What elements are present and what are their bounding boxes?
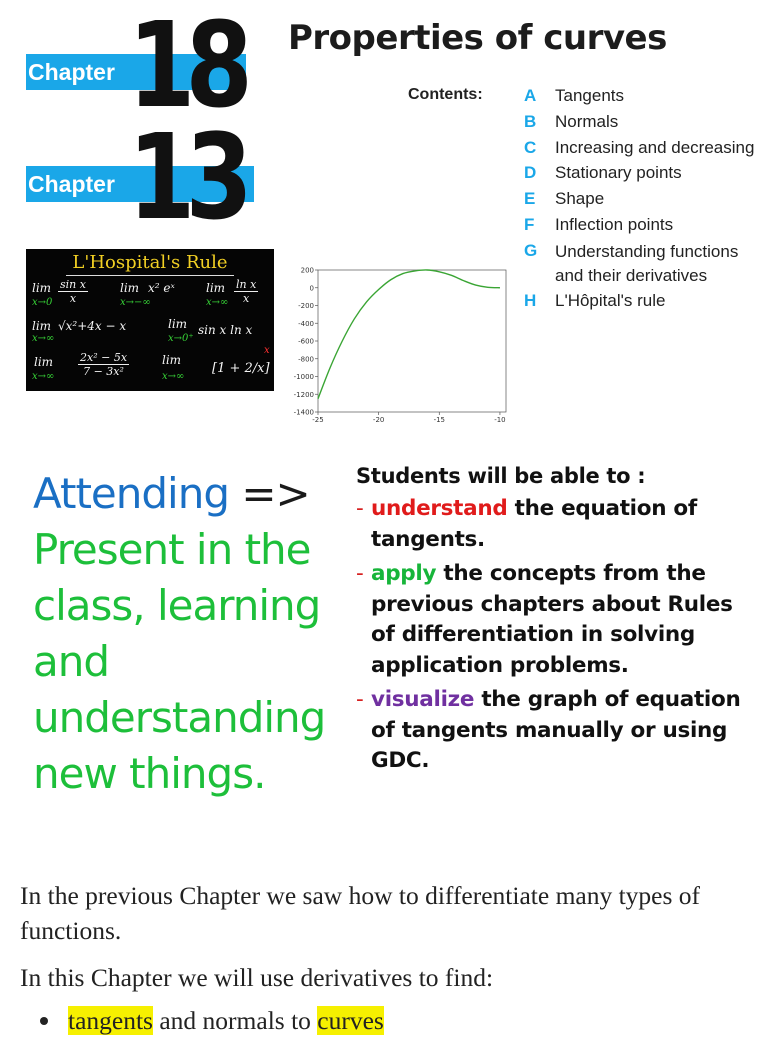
lim-label: lim xyxy=(32,281,52,295)
limit-subscript: x→0 xyxy=(32,297,53,308)
y-tick-label: -1200 xyxy=(293,390,314,399)
x-tick-label: -15 xyxy=(433,416,446,424)
contents-letter: F xyxy=(524,214,535,234)
contents-letter: D xyxy=(524,163,537,183)
contents-item xyxy=(524,291,764,317)
contents-item xyxy=(524,112,764,138)
contents-text: Stationary points xyxy=(555,163,682,183)
denominator: x xyxy=(69,292,77,305)
objective-keyword: visualize xyxy=(371,687,475,712)
curve-line xyxy=(318,270,500,399)
title-underline xyxy=(66,275,234,276)
limit-subscript: x→∞ xyxy=(32,371,55,382)
chapter-number-2: 13 xyxy=(128,108,243,246)
objective-item xyxy=(356,494,756,555)
contents-text: Increasing and decreasing xyxy=(555,137,755,157)
limit-subscript: x→0⁺ xyxy=(168,333,194,344)
highlighted-word: curves xyxy=(317,1006,384,1035)
fraction xyxy=(58,278,88,305)
limit-subscript: x→−∞ xyxy=(120,297,151,308)
lim-label: lim xyxy=(32,319,52,333)
plot-frame xyxy=(318,270,506,412)
objective-item xyxy=(356,685,756,777)
numerator: sin x xyxy=(60,278,86,291)
y-tick-label: -600 xyxy=(298,337,314,346)
lim-label: lim xyxy=(206,281,226,295)
lim-label: lim xyxy=(34,355,54,369)
contents-letter: A xyxy=(524,86,537,105)
contents-item xyxy=(524,215,764,241)
y-tick-label: 0 xyxy=(309,284,314,293)
contents-item xyxy=(524,86,764,112)
chapter-label-1: Chapter xyxy=(28,59,115,85)
y-tick-label: -1400 xyxy=(293,408,314,417)
x-tick-label: -25 xyxy=(312,416,324,424)
dash-bullet: - xyxy=(356,561,364,586)
contents-letter: G xyxy=(524,240,538,260)
lhospital-rule-image xyxy=(26,249,274,391)
objective-text: the concepts from the previous chapters about Rules of differentiation in solving application problems. xyxy=(371,561,733,678)
contents-text: Normals xyxy=(555,111,619,131)
attending-arrow: => xyxy=(241,469,310,518)
contents-item xyxy=(524,138,764,164)
objectives-heading: Students will be able to : xyxy=(356,464,646,488)
contents-letter: H xyxy=(524,290,537,310)
lim-label: lim xyxy=(162,353,182,367)
expression: x² eˣ xyxy=(148,281,175,295)
contents-text: Inflection points xyxy=(555,214,674,234)
curve-plot xyxy=(286,262,510,426)
expression: [1 + 2/x] xyxy=(212,361,270,376)
expression: sin x ln x xyxy=(198,323,253,337)
lim-label: lim xyxy=(168,317,188,331)
objective-item xyxy=(356,559,756,681)
denominator: 7 − 3x² xyxy=(83,365,124,378)
lim-label: lim xyxy=(120,281,140,295)
chapter-number-1: 18 xyxy=(128,0,243,134)
curve-plot-svg xyxy=(286,262,510,426)
bullet-text: and normals to xyxy=(152,1006,318,1035)
contents-text: Understanding functions and their derivatives xyxy=(555,241,739,285)
attending-block xyxy=(33,466,343,802)
contents-letter: B xyxy=(524,111,537,131)
denominator: x xyxy=(243,292,250,305)
fraction xyxy=(78,351,129,378)
objective-text: the graph of equation of tangents manually or using GDC. xyxy=(371,687,741,773)
highlighted-word: tangents xyxy=(68,1006,153,1035)
expression: √x²+4x − x xyxy=(58,319,127,333)
numerator: 2x² − 5x xyxy=(80,351,128,364)
lhospital-title: L'Hospital's Rule xyxy=(72,252,228,273)
contents-label: Contents: xyxy=(408,86,483,103)
objective-keyword: apply xyxy=(371,561,437,586)
objective-text: the equation of tangents. xyxy=(371,496,697,552)
y-tick-label: -400 xyxy=(298,319,314,328)
contents-letter: E xyxy=(524,189,536,209)
contents-letter: C xyxy=(524,137,537,157)
page-title: Properties of curves xyxy=(288,18,667,58)
chapter-paragraph: In this Chapter we will use derivatives to find: xyxy=(20,963,494,992)
contents-list xyxy=(524,86,764,317)
bullet-item xyxy=(20,1003,750,1038)
attending-word: Attending xyxy=(33,469,229,518)
y-tick-label: -1000 xyxy=(293,373,314,381)
contents-item xyxy=(524,189,764,215)
limit-subscript: x→∞ xyxy=(162,371,185,382)
contents-text: L'Hôpital's rule xyxy=(555,290,666,310)
contents-text: Shape xyxy=(555,189,605,209)
dash-bullet: - xyxy=(356,496,364,521)
fraction xyxy=(234,278,258,305)
numerator: ln x xyxy=(236,278,257,291)
x-tick-label: -10 xyxy=(494,416,506,424)
y-tick-label: -200 xyxy=(298,302,314,310)
objective-keyword: understand xyxy=(371,496,508,521)
book-excerpt xyxy=(20,878,750,1038)
chapter-label-2: Chapter xyxy=(28,171,115,197)
intro-paragraph: In the previous Chapter we saw how to differentiate many types of functions. xyxy=(20,881,701,945)
y-tick-label: 200 xyxy=(300,266,314,275)
exponent: x xyxy=(264,345,270,356)
limit-subscript: x→∞ xyxy=(32,333,55,344)
contents-item xyxy=(524,241,764,291)
contents-item xyxy=(524,163,764,189)
objectives-block xyxy=(356,462,756,781)
dash-bullet: - xyxy=(356,687,364,712)
contents-text: Tangents xyxy=(555,86,624,105)
y-tick-label: -800 xyxy=(298,355,314,364)
x-tick-label: -20 xyxy=(372,416,385,424)
attending-text: Present in the class, learning and understanding new things. xyxy=(33,525,326,798)
limit-subscript: x→∞ xyxy=(206,297,229,308)
